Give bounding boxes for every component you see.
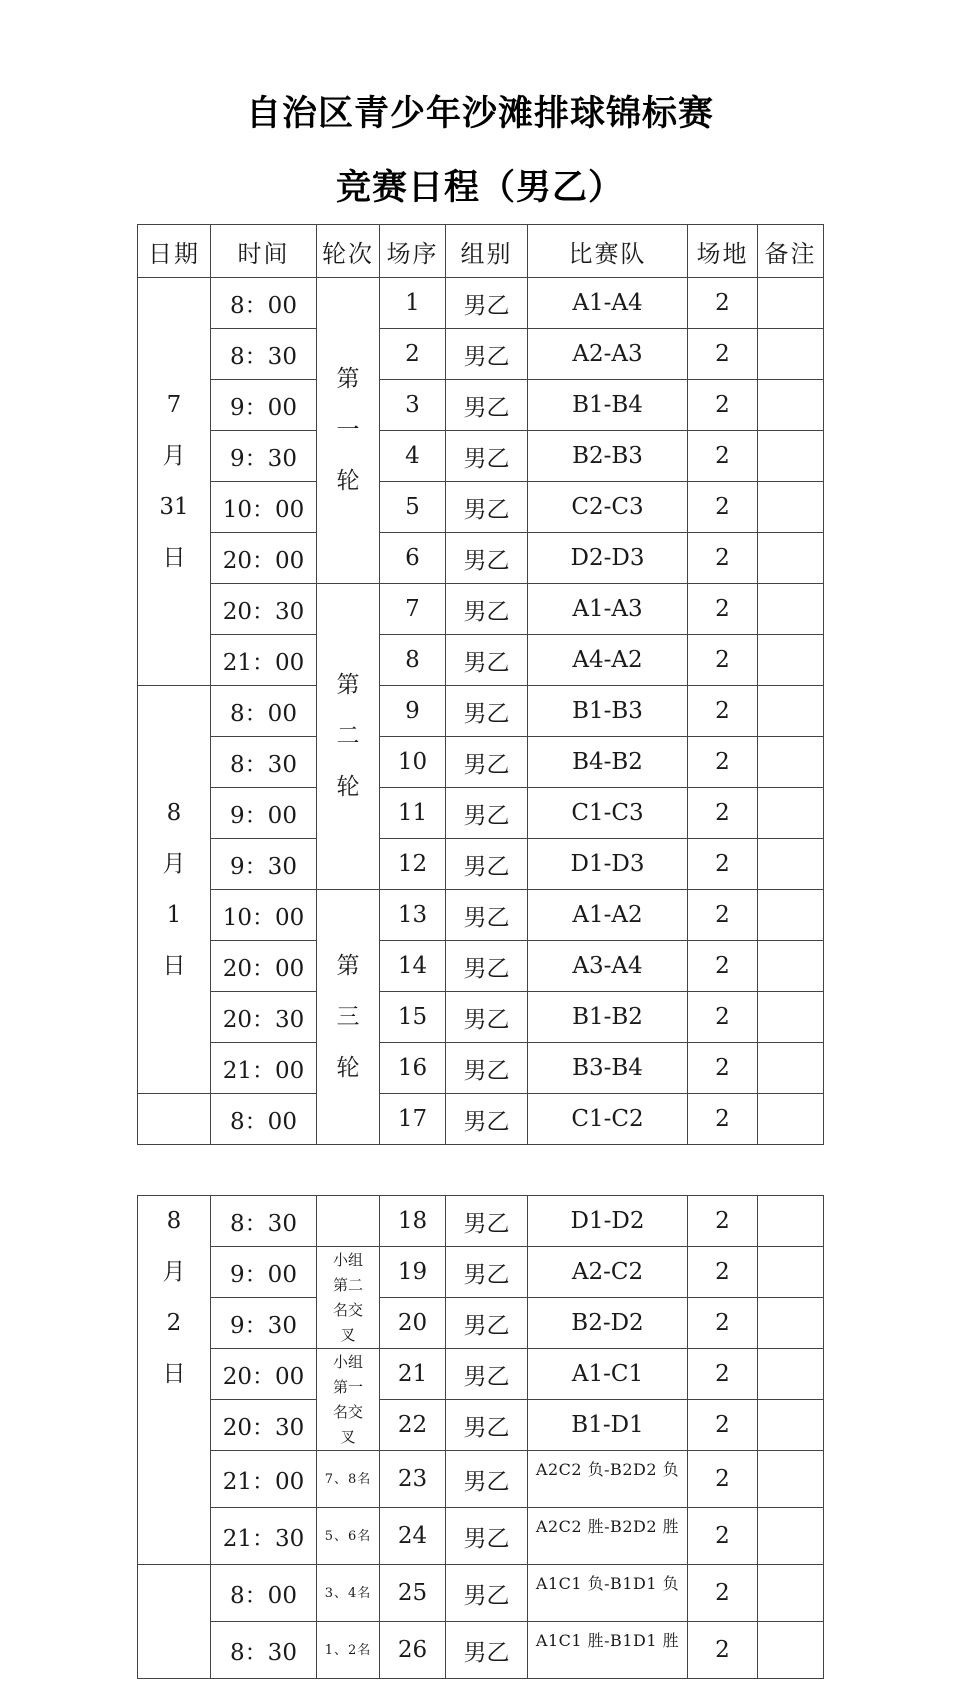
table-row xyxy=(138,533,824,584)
table-row xyxy=(138,1247,824,1298)
group-cell: 男乙 xyxy=(446,329,528,380)
match-no-cell: 11 xyxy=(380,788,446,839)
teams-cell: D2-D3 xyxy=(528,533,688,584)
group-cell: 男乙 xyxy=(446,1622,528,1679)
table-row xyxy=(138,992,824,1043)
header-time: 时间 xyxy=(211,225,317,278)
time-cell: 9：00 xyxy=(211,380,317,431)
table-row xyxy=(138,380,824,431)
table-row xyxy=(138,329,824,380)
notes-cell xyxy=(758,1622,824,1679)
round-cell-3: 第 三 轮 xyxy=(317,890,380,1145)
match-no-cell: 2 xyxy=(380,329,446,380)
court-cell: 2 xyxy=(688,1508,758,1565)
group-cell: 男乙 xyxy=(446,1094,528,1145)
group-cell: 男乙 xyxy=(446,1196,528,1247)
teams-cell: B2-D2 xyxy=(528,1298,688,1349)
time-cell: 8：00 xyxy=(211,1565,317,1622)
time-cell: 9：30 xyxy=(211,1298,317,1349)
table-row xyxy=(138,1094,824,1145)
table-row xyxy=(138,1196,824,1247)
teams-cell: B4-B2 xyxy=(528,737,688,788)
time-cell: 8：00 xyxy=(211,1094,317,1145)
teams-cell: B1-B3 xyxy=(528,686,688,737)
group-cell: 男乙 xyxy=(446,635,528,686)
round-cell-empty xyxy=(317,1196,380,1247)
teams-cell: A2-A3 xyxy=(528,329,688,380)
time-cell: 20：00 xyxy=(211,1349,317,1400)
group-cell: 男乙 xyxy=(446,1349,528,1400)
court-cell: 2 xyxy=(688,329,758,380)
time-cell: 9：30 xyxy=(211,839,317,890)
time-cell: 21：00 xyxy=(211,1451,317,1508)
notes-cell xyxy=(758,1196,824,1247)
group-cell: 男乙 xyxy=(446,992,528,1043)
match-no-cell: 4 xyxy=(380,431,446,482)
court-cell: 2 xyxy=(688,1094,758,1145)
notes-cell xyxy=(758,941,824,992)
match-no-cell: 21 xyxy=(380,1349,446,1400)
round-cell-2: 第 二 轮 xyxy=(317,584,380,890)
notes-cell xyxy=(758,278,824,329)
round-cell-place-3-4: 3、4名 xyxy=(317,1565,380,1622)
teams-cell: B2-B3 xyxy=(528,431,688,482)
notes-cell xyxy=(758,1247,824,1298)
notes-cell xyxy=(758,584,824,635)
table-row xyxy=(138,1298,824,1349)
court-cell: 2 xyxy=(688,1451,758,1508)
teams-cell: C1-C2 xyxy=(528,1094,688,1145)
court-cell: 2 xyxy=(688,1298,758,1349)
document-subtitle: 竞赛日程（男乙） xyxy=(335,167,624,208)
notes-cell xyxy=(758,1451,824,1508)
group-cell: 男乙 xyxy=(446,533,528,584)
court-cell: 2 xyxy=(688,686,758,737)
court-cell: 2 xyxy=(688,992,758,1043)
table-row xyxy=(138,1508,824,1565)
teams-cell: A2-C2 xyxy=(528,1247,688,1298)
header-teams: 比赛队 xyxy=(528,225,688,278)
group-cell: 男乙 xyxy=(446,1508,528,1565)
teams-cell: C2-C3 xyxy=(528,482,688,533)
court-cell: 2 xyxy=(688,482,758,533)
court-cell: 2 xyxy=(688,1043,758,1094)
round-cell-place-7-8: 7、8名 xyxy=(317,1451,380,1508)
court-cell: 2 xyxy=(688,635,758,686)
table-row xyxy=(138,635,824,686)
notes-cell xyxy=(758,431,824,482)
header-row xyxy=(138,225,824,278)
court-cell: 2 xyxy=(688,941,758,992)
table-row xyxy=(138,839,824,890)
teams-cell: C1-C3 xyxy=(528,788,688,839)
match-no-cell: 20 xyxy=(380,1298,446,1349)
teams-cell: A1-A3 xyxy=(528,584,688,635)
match-no-cell: 15 xyxy=(380,992,446,1043)
group-cell: 男乙 xyxy=(446,482,528,533)
schedule-table xyxy=(137,224,824,1679)
time-cell: 20：00 xyxy=(211,941,317,992)
notes-cell xyxy=(758,380,824,431)
match-no-cell: 18 xyxy=(380,1196,446,1247)
table-row xyxy=(138,1565,824,1622)
match-no-cell: 23 xyxy=(380,1451,446,1508)
table-row xyxy=(138,890,824,941)
table-row xyxy=(138,1400,824,1451)
table-row xyxy=(138,1451,824,1508)
page-break-gap xyxy=(138,1145,824,1196)
date-cell-empty xyxy=(138,1094,211,1145)
match-no-cell: 24 xyxy=(380,1508,446,1565)
match-no-cell: 5 xyxy=(380,482,446,533)
court-cell: 2 xyxy=(688,1622,758,1679)
table-row xyxy=(138,431,824,482)
header-court: 场地 xyxy=(688,225,758,278)
teams-cell: A1C1 胜-B1D1 胜 xyxy=(528,1622,688,1679)
match-no-cell: 8 xyxy=(380,635,446,686)
date-cell-aug2: 8 月 2 日 xyxy=(138,1196,211,1565)
teams-cell: B1-B4 xyxy=(528,380,688,431)
court-cell: 2 xyxy=(688,1565,758,1622)
time-cell: 8：00 xyxy=(211,686,317,737)
match-no-cell: 19 xyxy=(380,1247,446,1298)
match-no-cell: 1 xyxy=(380,278,446,329)
table-row xyxy=(138,1043,824,1094)
time-cell: 21：30 xyxy=(211,1508,317,1565)
teams-cell: B1-B2 xyxy=(528,992,688,1043)
court-cell: 2 xyxy=(688,431,758,482)
match-no-cell: 3 xyxy=(380,380,446,431)
notes-cell xyxy=(758,1298,824,1349)
court-cell: 2 xyxy=(688,1247,758,1298)
court-cell: 2 xyxy=(688,890,758,941)
notes-cell xyxy=(758,992,824,1043)
table-row xyxy=(138,788,824,839)
court-cell: 2 xyxy=(688,380,758,431)
time-cell: 20：00 xyxy=(211,533,317,584)
table-row xyxy=(138,941,824,992)
group-cell: 男乙 xyxy=(446,584,528,635)
time-cell: 21：00 xyxy=(211,1043,317,1094)
teams-cell: A3-A4 xyxy=(528,941,688,992)
group-cell: 男乙 xyxy=(446,380,528,431)
notes-cell xyxy=(758,686,824,737)
teams-cell: A1-A4 xyxy=(528,278,688,329)
teams-cell: A2C2 负-B2D2 负 xyxy=(528,1451,688,1508)
court-cell: 2 xyxy=(688,278,758,329)
notes-cell xyxy=(758,482,824,533)
match-no-cell: 7 xyxy=(380,584,446,635)
group-cell: 男乙 xyxy=(446,431,528,482)
table-row xyxy=(138,686,824,737)
notes-cell xyxy=(758,1508,824,1565)
teams-cell: A1C1 负-B1D1 负 xyxy=(528,1565,688,1622)
time-cell: 10：00 xyxy=(211,482,317,533)
teams-cell: A1-A2 xyxy=(528,890,688,941)
time-cell: 20：30 xyxy=(211,584,317,635)
teams-cell: A4-A2 xyxy=(528,635,688,686)
group-cell: 男乙 xyxy=(446,278,528,329)
notes-cell xyxy=(758,890,824,941)
group-cell: 男乙 xyxy=(446,1298,528,1349)
round-cell-second-cross: 小组 第二 名交 叉 xyxy=(317,1247,380,1349)
match-no-cell: 16 xyxy=(380,1043,446,1094)
date-cell-empty xyxy=(138,1565,211,1679)
time-cell: 8：30 xyxy=(211,1196,317,1247)
group-cell: 男乙 xyxy=(446,839,528,890)
time-cell: 9：00 xyxy=(211,1247,317,1298)
court-cell: 2 xyxy=(688,1400,758,1451)
group-cell: 男乙 xyxy=(446,890,528,941)
court-cell: 2 xyxy=(688,737,758,788)
group-cell: 男乙 xyxy=(446,686,528,737)
court-cell: 2 xyxy=(688,1196,758,1247)
header-group: 组别 xyxy=(446,225,528,278)
group-cell: 男乙 xyxy=(446,788,528,839)
notes-cell xyxy=(758,533,824,584)
table-row xyxy=(138,482,824,533)
table-row xyxy=(138,1349,824,1400)
time-cell: 21：00 xyxy=(211,635,317,686)
time-cell: 8：30 xyxy=(211,329,317,380)
round-cell-1: 第 一 轮 xyxy=(317,278,380,584)
match-no-cell: 13 xyxy=(380,890,446,941)
match-no-cell: 25 xyxy=(380,1565,446,1622)
notes-cell xyxy=(758,1400,824,1451)
teams-cell: A2C2 胜-B2D2 胜 xyxy=(528,1508,688,1565)
header-match-no: 场序 xyxy=(380,225,446,278)
court-cell: 2 xyxy=(688,788,758,839)
match-no-cell: 12 xyxy=(380,839,446,890)
notes-cell xyxy=(758,1565,824,1622)
notes-cell xyxy=(758,1349,824,1400)
group-cell: 男乙 xyxy=(446,1451,528,1508)
match-no-cell: 6 xyxy=(380,533,446,584)
document-title: 自治区青少年沙滩排球锦标赛 xyxy=(245,93,714,134)
time-cell: 9：30 xyxy=(211,431,317,482)
round-cell-place-1-2: 1、2名 xyxy=(317,1622,380,1679)
teams-cell: D1-D2 xyxy=(528,1196,688,1247)
group-cell: 男乙 xyxy=(446,1043,528,1094)
table-row xyxy=(138,584,824,635)
header-round: 轮次 xyxy=(317,225,380,278)
round-cell-place-5-6: 5、6名 xyxy=(317,1508,380,1565)
notes-cell xyxy=(758,329,824,380)
court-cell: 2 xyxy=(688,1349,758,1400)
group-cell: 男乙 xyxy=(446,1247,528,1298)
notes-cell xyxy=(758,1043,824,1094)
court-cell: 2 xyxy=(688,584,758,635)
time-cell: 10：00 xyxy=(211,890,317,941)
header-notes: 备注 xyxy=(758,225,824,278)
notes-cell xyxy=(758,839,824,890)
court-cell: 2 xyxy=(688,839,758,890)
match-no-cell: 9 xyxy=(380,686,446,737)
match-no-cell: 26 xyxy=(380,1622,446,1679)
table-row xyxy=(138,1622,824,1679)
match-no-cell: 10 xyxy=(380,737,446,788)
group-cell: 男乙 xyxy=(446,1400,528,1451)
date-cell-jul31: 7 月 31 日 xyxy=(138,278,211,686)
header-date: 日期 xyxy=(138,225,211,278)
time-cell: 9：00 xyxy=(211,788,317,839)
group-cell: 男乙 xyxy=(446,941,528,992)
match-no-cell: 17 xyxy=(380,1094,446,1145)
notes-cell xyxy=(758,737,824,788)
notes-cell xyxy=(758,788,824,839)
notes-cell xyxy=(758,1094,824,1145)
match-no-cell: 22 xyxy=(380,1400,446,1451)
table-row xyxy=(138,278,824,329)
time-cell: 8：30 xyxy=(211,1622,317,1679)
time-cell: 20：30 xyxy=(211,1400,317,1451)
round-cell-first-cross: 小组 第一 名交 叉 xyxy=(317,1349,380,1451)
teams-cell: B3-B4 xyxy=(528,1043,688,1094)
time-cell: 8：00 xyxy=(211,278,317,329)
time-cell: 20：30 xyxy=(211,992,317,1043)
match-no-cell: 14 xyxy=(380,941,446,992)
table-row xyxy=(138,737,824,788)
group-cell: 男乙 xyxy=(446,1565,528,1622)
group-cell: 男乙 xyxy=(446,737,528,788)
court-cell: 2 xyxy=(688,533,758,584)
notes-cell xyxy=(758,635,824,686)
teams-cell: B1-D1 xyxy=(528,1400,688,1451)
teams-cell: D1-D3 xyxy=(528,839,688,890)
date-cell-aug1: 8 月 1 日 xyxy=(138,686,211,1094)
time-cell: 8：30 xyxy=(211,737,317,788)
teams-cell: A1-C1 xyxy=(528,1349,688,1400)
